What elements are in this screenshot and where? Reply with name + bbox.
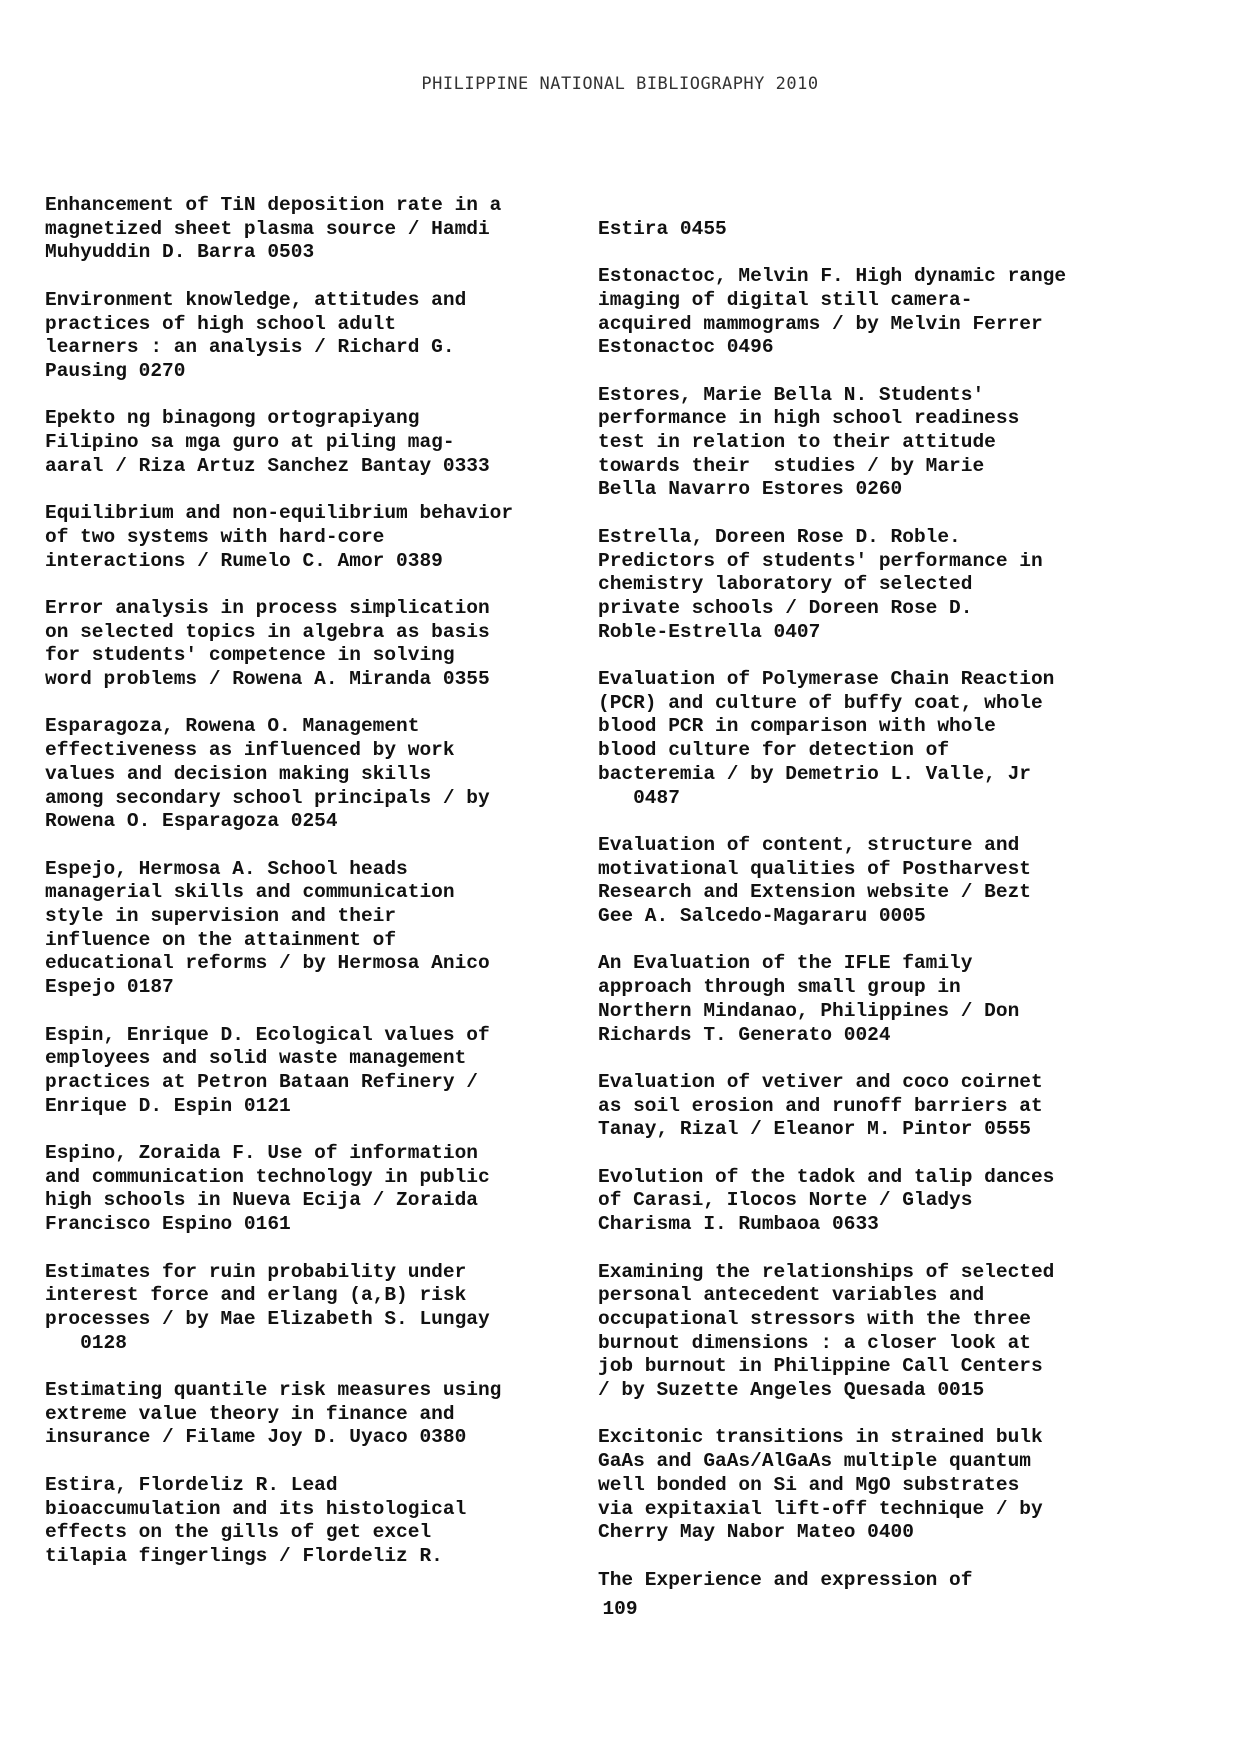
bibliography-entry (598, 1071, 1118, 1142)
entry-line: effects on the gills of get excel (45, 1521, 432, 1544)
bibliography-entry (598, 834, 1118, 929)
entry-line: job burnout in Philippine Call Centers (598, 1355, 1043, 1378)
entry-line: Research and Extension website / Bezt (598, 881, 1031, 904)
entry-line: values and decision making skills (45, 762, 432, 785)
entry-line: test in relation to their attitude (598, 431, 996, 453)
entry-line: insurance / Filame Joy D. Uyaco 0380 (45, 1426, 467, 1449)
entry-line: bioaccumulation and its histological (45, 1497, 467, 1520)
entry-line: Estonactoc, Melvin F. High dynamic range (598, 265, 1067, 288)
entry-line: Estimates for ruin probability under (45, 1260, 467, 1283)
entry-line: style in supervision and their (45, 905, 397, 927)
entry-line: Excitonic transitions in strained bulk (598, 1426, 1043, 1449)
bibliography-entry (598, 1261, 1118, 1403)
bibliography-entry (598, 1569, 1118, 1593)
bibliography-entry (598, 1426, 1118, 1545)
entry-line: Muhyuddin D. Barra 0503 (45, 241, 315, 264)
entry-line: learners : an analysis / Richard G. (45, 336, 455, 359)
bibliography-entry (45, 858, 565, 1000)
entry-line: Espino, Zoraida F. Use of information (45, 1142, 478, 1164)
entry-line: imaging of digital still camera- (598, 288, 973, 311)
entry-line: Error analysis in process simplication (45, 596, 490, 619)
entry-line: among secondary school principals / by (45, 786, 490, 809)
entry-line: practices at Petron Bataan Refinery / (45, 1070, 478, 1093)
entry-line: Esparagoza, Rowena O. Management (45, 715, 420, 738)
entry-line: private schools / Doreen Rose D. (598, 596, 973, 619)
entry-line: via expitaxial lift-off technique / by (598, 1497, 1043, 1520)
entry-line: acquired mammograms / by Melvin Ferrer (598, 312, 1043, 335)
entry-line: / by Suzette Angeles Quesada 0015 (598, 1379, 985, 1402)
entry-line: occupational stressors with the three (598, 1307, 1031, 1330)
entry-line: Evaluation of vetiver and coco coirnet (598, 1070, 1043, 1093)
entry-line: Bella Navarro Estores 0260 (598, 478, 903, 501)
bibliography-entry (598, 668, 1118, 810)
entry-line: 0128 (45, 1331, 127, 1354)
bibliography-entry (598, 526, 1118, 645)
entry-line: (PCR) and culture of buffy coat, whole (598, 691, 1043, 714)
bibliography-entry (598, 265, 1118, 360)
entry-line: processes / by Mae Elizabeth S. Lungay (45, 1307, 490, 1330)
entry-line: performance in high school readiness (598, 407, 1020, 430)
bibliography-entry (598, 384, 1118, 503)
entry-line: educational reforms / by Hermosa Anico (45, 952, 490, 975)
entry-line: An Evaluation of the IFLE family (598, 952, 973, 975)
bibliography-entry (45, 194, 565, 265)
entry-line: Espin, Enrique D. Ecological values of (45, 1023, 490, 1046)
bibliography-entry (45, 1261, 565, 1356)
entry-line: for students' competence in solving (45, 644, 455, 667)
entry-line: interest force and erlang (a,B) risk (45, 1284, 467, 1307)
right-column (598, 194, 1118, 1616)
page-number: 109 (602, 1598, 638, 1620)
entry-line: and communication technology in public (45, 1165, 490, 1188)
entry-line: motivational qualities of Postharvest (598, 857, 1031, 880)
entry-line: Estores, Marie Bella N. Students' (598, 383, 985, 406)
entry-line (623, 194, 1118, 218)
entry-line: 0487 (598, 786, 680, 809)
entry-line: Tanay, Rizal / Eleanor M. Pintor 0555 (598, 1118, 1031, 1141)
entry-line: Predictors of students' performance in (598, 549, 1043, 572)
left-column (45, 194, 565, 1592)
bibliography-entry (45, 407, 565, 478)
entry-line: aaral / Riza Artuz Sanchez Bantay 0333 (45, 454, 490, 477)
entry-line: Rowena O. Esparagoza 0254 (45, 810, 338, 833)
entry-line: Environment knowledge, attitudes and (45, 288, 467, 311)
entry-line: Espejo 0187 (45, 976, 174, 999)
entry-line: chemistry laboratory of selected (598, 573, 973, 596)
entry-line: Examining the relationships of selected (598, 1260, 1055, 1283)
entry-line: Estira 0455 (598, 217, 727, 240)
bibliography-entry (45, 1379, 565, 1450)
entry-line: The Experience and expression of (598, 1568, 973, 1591)
entry-line: influence on the attainment of (45, 928, 397, 951)
entry-line: Gee A. Salcedo-Magararu 0005 (598, 905, 926, 928)
entry-line: GaAs and GaAs/AlGaAs multiple quantum (598, 1450, 1031, 1473)
bibliography-entry (598, 952, 1118, 1047)
entry-line: interactions / Rumelo C. Amor 0389 (45, 549, 443, 572)
entry-line: blood PCR in comparison with whole (598, 715, 996, 738)
entry-line: Enhancement of TiN deposition rate in a (45, 194, 502, 216)
entry-line: blood culture for detection of (598, 739, 950, 762)
entry-line: high schools in Nueva Ecija / Zoraida (45, 1189, 478, 1212)
bibliography-entry (45, 715, 565, 834)
entry-line: as soil erosion and runoff barriers at (598, 1094, 1043, 1117)
running-head: PHILIPPINE NATIONAL BIBLIOGRAPHY 2010 (421, 74, 819, 94)
entry-line: well bonded on Si and MgO substrates (598, 1473, 1020, 1496)
bibliography-entry (45, 289, 565, 384)
entry-line: employees and solid waste management (45, 1047, 467, 1070)
bibliography-entry (598, 194, 1118, 241)
entry-line: Filipino sa mga guro at piling mag- (45, 431, 455, 453)
entry-line: Estira, Flordeliz R. Lead (45, 1473, 338, 1496)
entry-line: extreme value theory in finance and (45, 1402, 455, 1425)
bibliography-entry (45, 1024, 565, 1119)
entry-line: Pausing 0270 (45, 359, 186, 382)
entry-line: Northern Mindanao, Philippines / Don (598, 999, 1020, 1022)
bibliography-entry (598, 1166, 1118, 1237)
entry-line: managerial skills and communication (45, 881, 455, 904)
bibliography-entry (45, 1474, 565, 1569)
entry-line: word problems / Rowena A. Miranda 0355 (45, 668, 490, 690)
entry-line: magnetized sheet plasma source / Hamdi (45, 217, 490, 240)
entry-line: Richards T. Generato 0024 (598, 1023, 891, 1046)
entry-line: Roble-Estrella 0407 (598, 620, 821, 643)
entry-line: towards their studies / by Marie (598, 454, 985, 477)
entry-line: Epekto ng binagong ortograpiyang (45, 407, 420, 430)
entry-line: approach through small group in (598, 976, 961, 999)
entry-line: Estimating quantile risk measures using (45, 1379, 502, 1401)
entry-line: practices of high school adult (45, 312, 397, 335)
entry-line: Enrique D. Espin 0121 (45, 1094, 291, 1117)
bibliography-entry (45, 597, 565, 692)
entry-line: of two systems with hard-core (45, 525, 385, 548)
entry-line: effectiveness as influenced by work (45, 739, 455, 762)
entry-line: Evaluation of Polymerase Chain Reaction (598, 668, 1055, 690)
entry-line: bacteremia / by Demetrio L. Valle, Jr (598, 762, 1031, 785)
entry-line: Equilibrium and non-equilibrium behavior (45, 502, 514, 525)
entry-line: tilapia fingerlings / Flordeliz R. (45, 1544, 443, 1567)
entry-line: Estonactoc 0496 (598, 336, 774, 359)
entry-line: of Carasi, Ilocos Norte / Gladys (598, 1189, 973, 1212)
entry-line: Francisco Espino 0161 (45, 1213, 291, 1236)
entry-line: Evaluation of content, structure and (598, 833, 1020, 856)
entry-line: burnout dimensions : a closer look at (598, 1331, 1031, 1354)
entry-line: Cherry May Nabor Mateo 0400 (598, 1521, 914, 1544)
bibliography-entry (45, 1142, 565, 1237)
entry-line: Evolution of the tadok and talip dances (598, 1165, 1055, 1188)
entry-line: Espejo, Hermosa A. School heads (45, 857, 408, 880)
bibliography-entry (45, 502, 565, 573)
entry-line: personal antecedent variables and (598, 1284, 985, 1307)
entry-line: on selected topics in algebra as basis (45, 620, 490, 643)
entry-line: Charisma I. Rumbaoa 0633 (598, 1213, 879, 1236)
entry-line: Estrella, Doreen Rose D. Roble. (598, 525, 961, 548)
